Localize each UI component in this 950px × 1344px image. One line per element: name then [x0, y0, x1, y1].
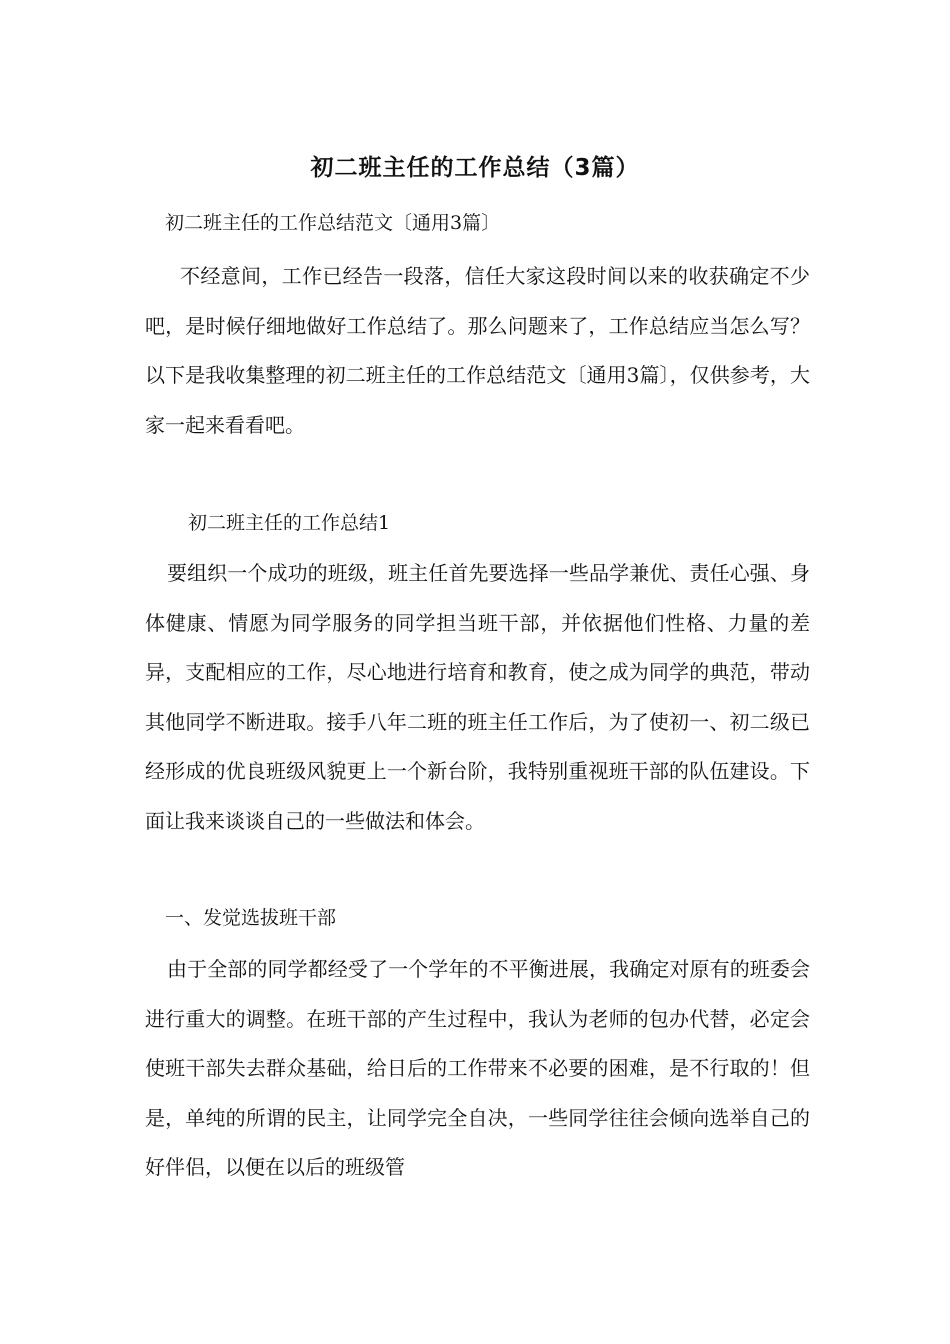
body-paragraph-2: 由于全部的同学都经受了一个学年的不平衡进展，我确定对原有的班委会进行重大的调整。在班干部的产生过程中，我认为老师的包办代替，必定会使班干部失去群众基础，给日后的工作带来不必要的困难，是不行取的！但是，单纯的所谓的民主，让同学完全自决，一些同学往往会倾向选举自己的好伴侣，以便在以后的班级管: [145, 957, 810, 1179]
section-title: 初二班主任的工作总结1: [188, 512, 391, 534]
document-title: 初二班主任的工作总结（3篇）: [310, 155, 640, 181]
body-paragraph: 要组织一个成功的班级，班主任首先要选择一些品学兼优、责任心强、身体健康、情愿为同学服务的同学担当班干部，并依据他们性格、力量的差异，支配相应的工作，尽心地进行培育和教育，使之成为同学的典范，带动其他同学不断进取。接手八年二班的班主任工作后，为了使初一、初二级已经形成的优良班级风貌更上一个新台阶，我特别重视班干部的队伍建设。下面让我来谈谈自己的一些做法和体会。: [145, 561, 810, 833]
document-subtitle: 初二班主任的工作总结范文〔通用3篇〕: [165, 212, 501, 234]
intro-paragraph: 不经意间，工作已经告一段落，信任大家这段时间以来的收获确定不少吧，是时候仔细地做好工作总结了。那么问题来了，工作总结应当怎么写？以下是我收集整理的初二班主任的工作总结范文〔通用3篇〕，仅供参考，大家一起来看看吧。: [145, 264, 810, 437]
subheading: 一、发觉选拔班干部: [165, 907, 337, 929]
